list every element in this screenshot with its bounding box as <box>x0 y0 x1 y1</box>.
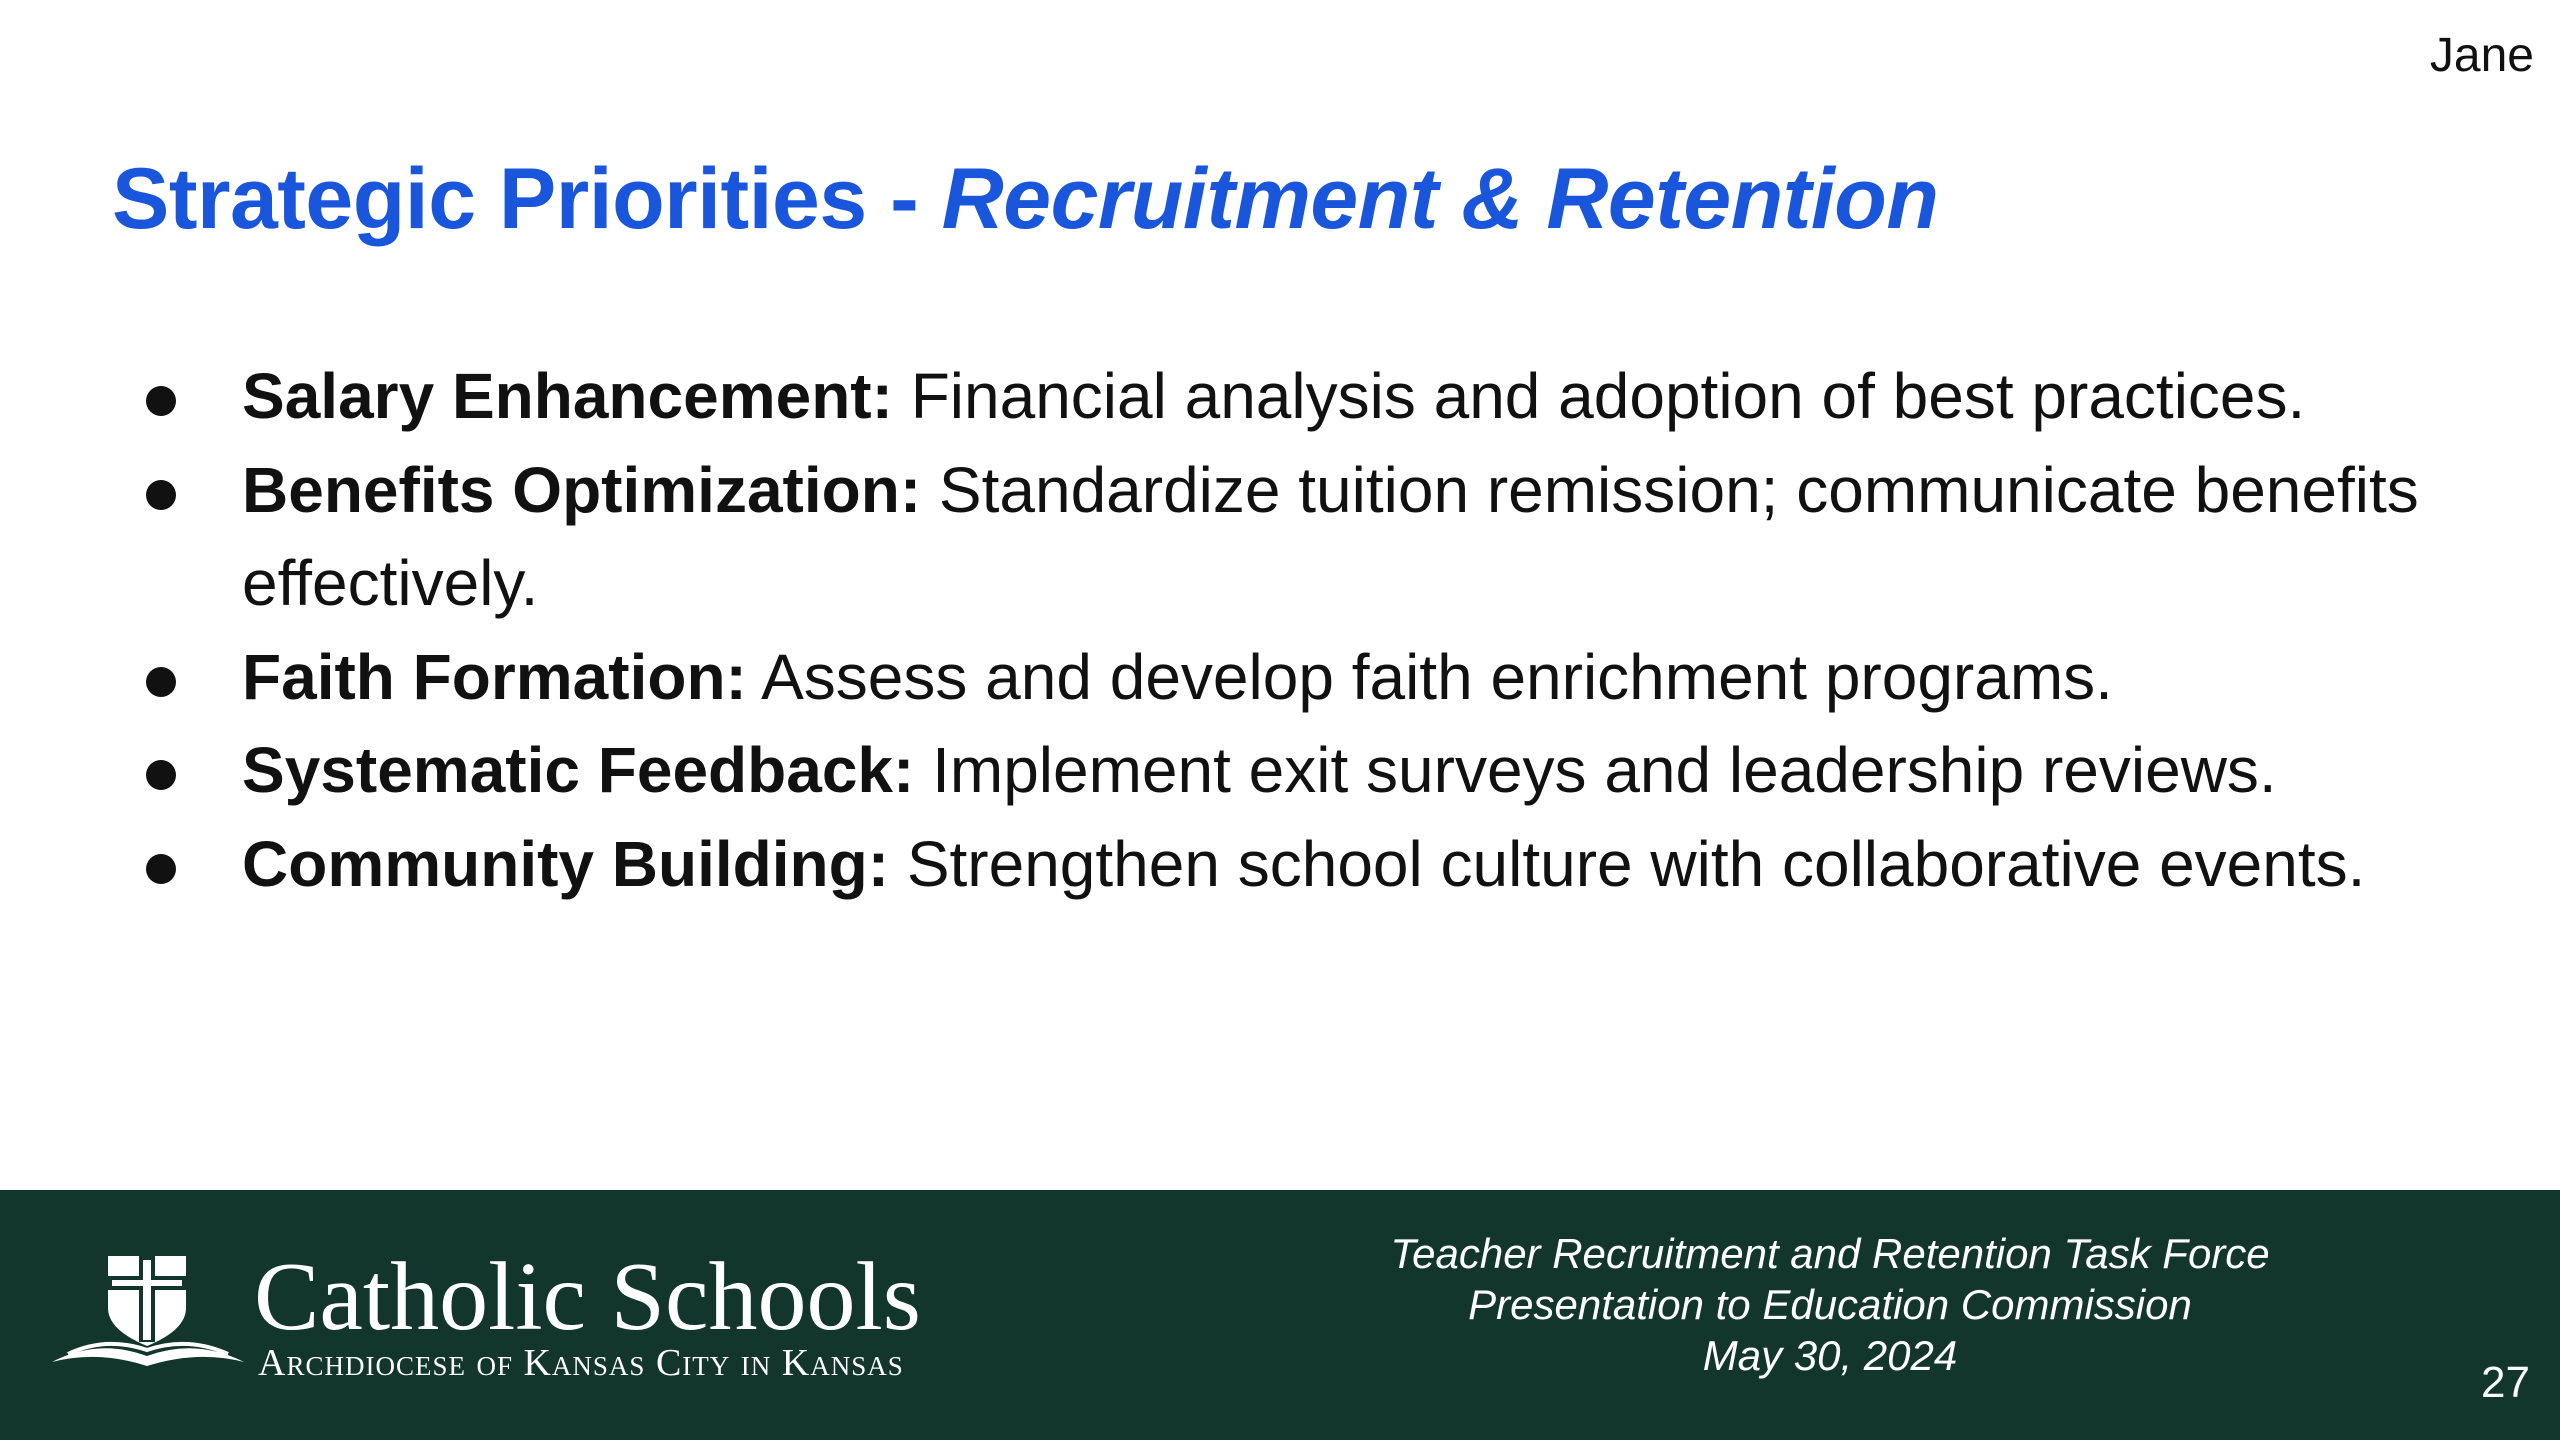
bullet-text: Standardize tuition remission; communicate benefits effectively. <box>242 453 2419 619</box>
logo-name: Catholic Schools <box>254 1243 921 1351</box>
bullet-dot-icon <box>146 760 176 790</box>
cross-shield-book-icon <box>48 1250 248 1370</box>
bullet-text: Strengthen school culture with collaborative events. <box>889 827 2366 900</box>
footer-line: Teacher Recruitment and Retention Task Force <box>1390 1230 2270 1277</box>
list-item <box>130 631 2460 725</box>
footer-line: Presentation to Education Commission <box>1468 1281 2192 1328</box>
title-emphasis: Recruitment & Retention <box>941 151 1939 247</box>
bullet-term: Faith Formation: <box>242 640 747 713</box>
bullet-term: Community Building: <box>242 827 890 900</box>
bullet-term: Salary Enhancement: <box>242 360 893 432</box>
footer-bar <box>0 1190 2560 1440</box>
bullet-text: Financial analysis and adoption of best practices. <box>892 360 2306 432</box>
bullet-term: Benefits Optimization: <box>242 453 922 526</box>
bullet-text: Assess and develop faith enrichment programs. <box>746 640 2113 713</box>
bullet-dot-icon <box>146 480 176 510</box>
list-item <box>130 350 2460 444</box>
list-item <box>130 444 2460 631</box>
page-number: 27 <box>2481 1358 2530 1407</box>
bullet-text: Implement exit surveys and leadership reviews. <box>914 734 2277 806</box>
logo-subtitle: Archdiocese of Kansas City in Kansas <box>258 1342 904 1384</box>
priority-list <box>130 350 2460 911</box>
bullet-term: Systematic Feedback: <box>242 734 915 806</box>
presenter-name: Jane <box>2429 29 2534 82</box>
bullet-dot-icon <box>146 854 176 884</box>
bullet-dot-icon <box>146 386 176 416</box>
slide-title <box>112 150 1938 249</box>
list-item <box>130 818 2460 912</box>
bullet-dot-icon <box>146 667 176 697</box>
list-item <box>130 724 2460 818</box>
footer-line: May 30, 2024 <box>1702 1332 1958 1379</box>
footer-caption <box>1330 1228 2330 1381</box>
title-main: Strategic Priorities - <box>112 151 942 247</box>
